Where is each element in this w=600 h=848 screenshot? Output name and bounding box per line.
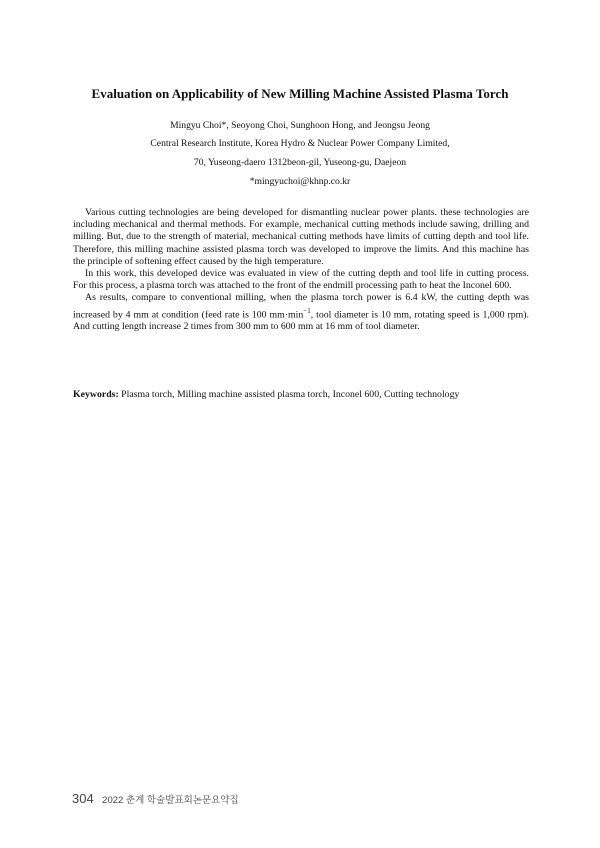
page-number: 304 — [72, 791, 94, 806]
keywords-text: Plasma torch, Milling machine assisted plasma torch, Inconel 600, Cutting technology — [118, 389, 460, 400]
affiliation-line-1: Central Research Institute, Korea Hydro & Nuclear Power Company Limited, — [150, 138, 450, 149]
paper-title: Evaluation on Applicability of New Milling Machine Assisted Plasma Torch — [91, 86, 509, 101]
abstract-paragraph-3 — [73, 292, 529, 333]
author-list: Mingyu Choi*, Seoyong Choi, Sunghoon Hong, and Jeongsu Jeong — [170, 120, 430, 131]
abstract-body — [73, 207, 529, 333]
keywords-label: Keywords: — [73, 389, 119, 400]
paragraph-3-text-a: As results, compare to conventional milling, when the plasma torch power is 6.4 kW, the cutting depth was increased by 4 mm at condition (feed rate is 100 mm·min — [73, 292, 529, 320]
paragraph-3-text-b: , tool diameter is 10 mm, rotating speed is 1,000 rpm). And cutting length increase 2 times from 300 mm to 600 mm at 16 mm of tool diameter. — [73, 308, 529, 333]
page-footer — [72, 790, 239, 808]
affiliation-line-2: 70, Yuseong-daero 1312beon-gil, Yuseong-gu, Daejeon — [193, 157, 407, 168]
keywords-line — [73, 389, 533, 400]
unit-exponent: −1 — [303, 306, 311, 315]
abstract-paragraph-1: Various cutting technologies are being developed for dismantling nuclear power plants. these technologies are including mechanical and thermal methods. For example, mechanical cutting methods include sawing, drilling and milling. But, due to the strength of material, mechanical cutting methods have limits of cutting depth and tool life. Therefore, this milling machine assisted plasma torch was developed to improve the limits. And this machine has the principle of softening effect caused by the high temperature. — [73, 207, 529, 267]
corresponding-email: *mingyuchoi@khnp.co.kr — [249, 176, 351, 187]
publication-title: 2022 춘계 학술발표회논문요약집 — [102, 795, 239, 806]
abstract-paragraph-2: In this work, this developed device was evaluated in view of the cutting depth and tool life in cutting process. For this process, a plasma torch was attached to the front of the endmill processing path to heat the Inconel 600. — [73, 268, 529, 292]
